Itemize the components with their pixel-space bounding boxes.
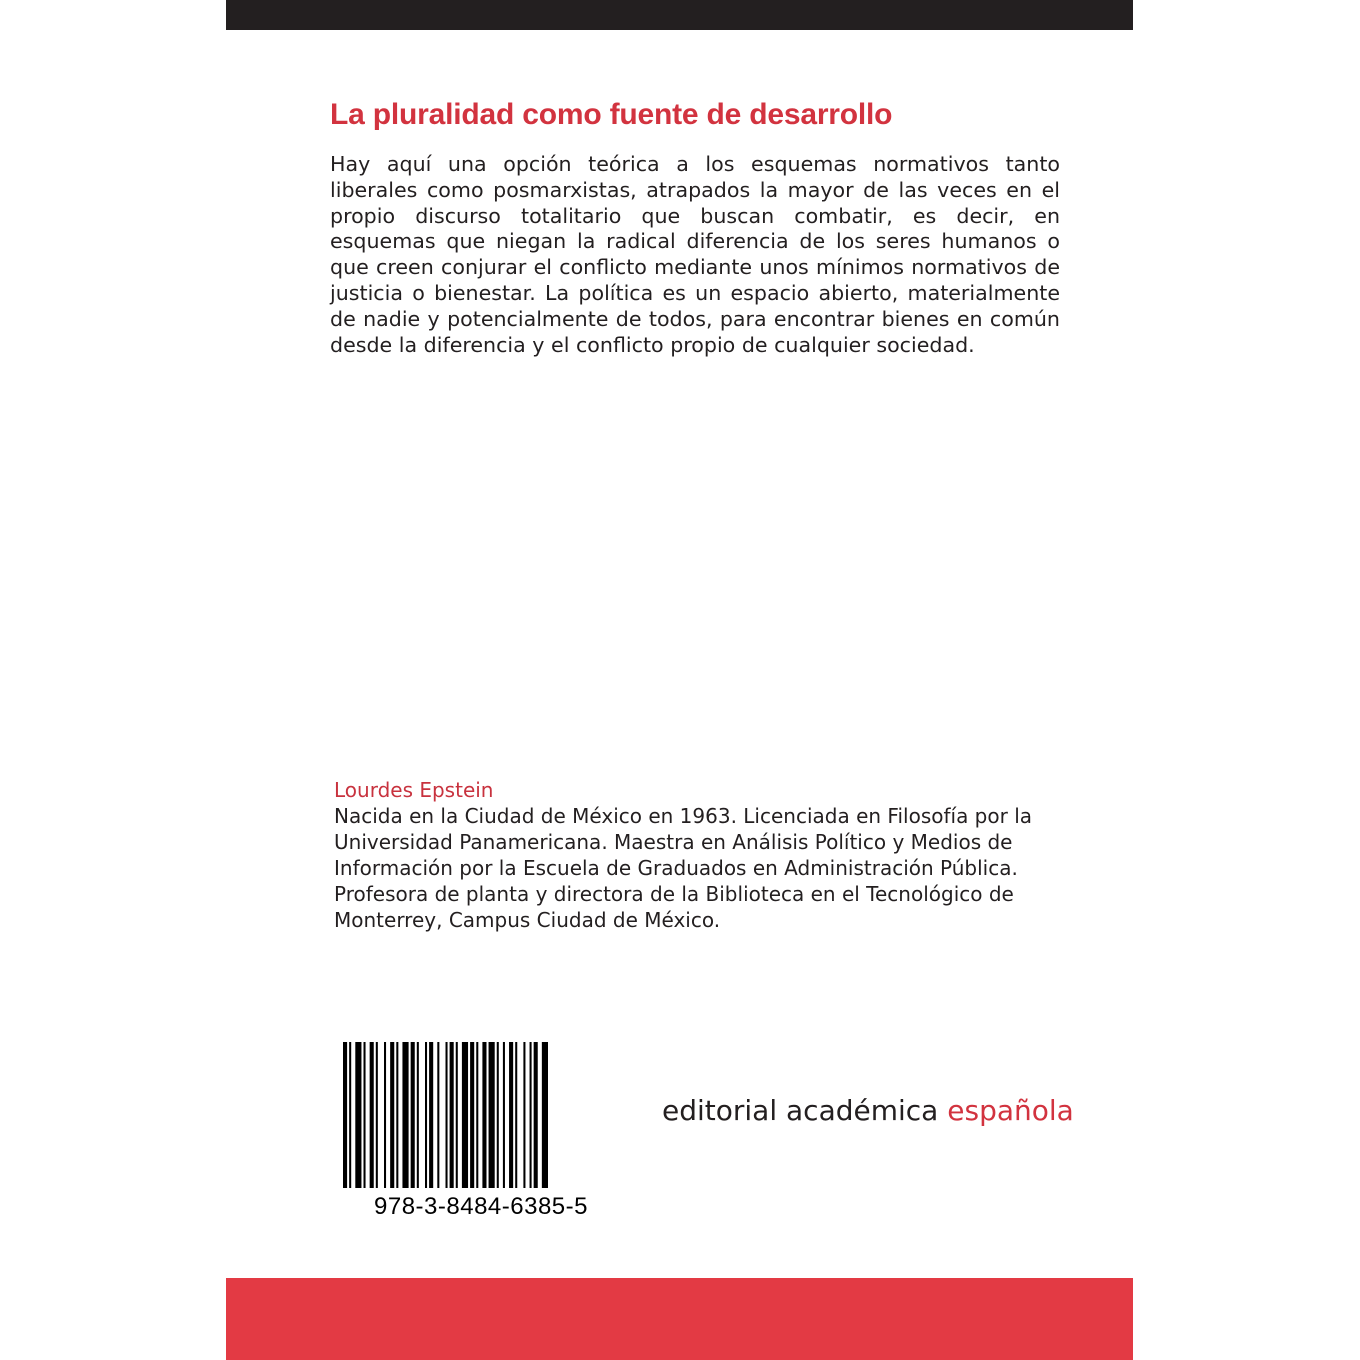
barcode-bar (349, 1042, 351, 1188)
barcode-bar (497, 1042, 499, 1188)
book-title: La pluralidad como fuente de desarrollo (330, 98, 893, 131)
barcode-bar (509, 1042, 513, 1188)
book-back-cover (226, 0, 1133, 1360)
barcode-bar (470, 1042, 474, 1188)
barcode-bar (390, 1042, 394, 1188)
author-bio: Nacida en la Ciudad de México en 1963. Licenciada en Filosofía por la Universidad Panamericana. Maestra en Análisis Político y Medios de Información por la Escuela de Graduados en Administración Pública. Profesora de planta y directora de la Biblioteca en el Tecnológico de Monterrey, Campus Ciudad de México. (334, 804, 1033, 932)
barcode-bar (450, 1042, 454, 1188)
barcode-bar (429, 1042, 433, 1188)
barcode-bar (425, 1042, 427, 1188)
barcode-bar (515, 1042, 517, 1188)
barcode-bar (530, 1042, 532, 1188)
barcode-bar (489, 1042, 495, 1188)
barcode-bar (370, 1042, 374, 1188)
barcode-bar (482, 1042, 486, 1188)
barcode-bar (411, 1042, 415, 1188)
top-band (226, 0, 1133, 30)
barcode-bar (534, 1042, 538, 1188)
barcode-bar (402, 1042, 408, 1188)
barcode-bar (503, 1042, 505, 1188)
barcode-bar (456, 1042, 458, 1188)
bottom-band (226, 1278, 1133, 1360)
author-name: Lourdes Epstein (334, 778, 494, 802)
barcode-bar (343, 1042, 347, 1188)
barcode-bar (396, 1042, 398, 1188)
barcode-bar (355, 1042, 361, 1188)
barcode-bar (376, 1042, 378, 1188)
isbn-number: 978-3-8484-6385-5 (374, 1193, 588, 1220)
publisher-name-part1: editorial académica (662, 1094, 948, 1127)
publisher-name-part2: española (947, 1094, 1074, 1127)
publisher-logo (662, 1094, 1074, 1127)
barcode-bar (462, 1042, 468, 1188)
barcode-bar (364, 1042, 366, 1188)
barcode-bar (417, 1042, 419, 1188)
barcode-bar (437, 1042, 439, 1188)
barcode-bar (384, 1042, 386, 1188)
barcode-bar (446, 1042, 448, 1188)
barcode-bar (542, 1042, 548, 1188)
isbn-barcode (341, 1042, 609, 1188)
book-description: Hay aquí una opción teórica a los esquemas normativos tanto liberales como posmarxistas, atrapados la mayor de las veces en el propio discurso totalitario que buscan combatir, es decir, en esquemas que niegan la radical diferencia de los seres humanos o que creen conjurar el conflicto mediante unos mínimos normativos de justicia o bienestar. La política es un espacio abierto, materialmente de nadie y potencialmente de todos, para encontrar bienes en común desde la diferencia y el conflicto propio de cualquier sociedad. (330, 152, 1060, 357)
barcode-bar (523, 1042, 525, 1188)
barcode-bar (476, 1042, 478, 1188)
